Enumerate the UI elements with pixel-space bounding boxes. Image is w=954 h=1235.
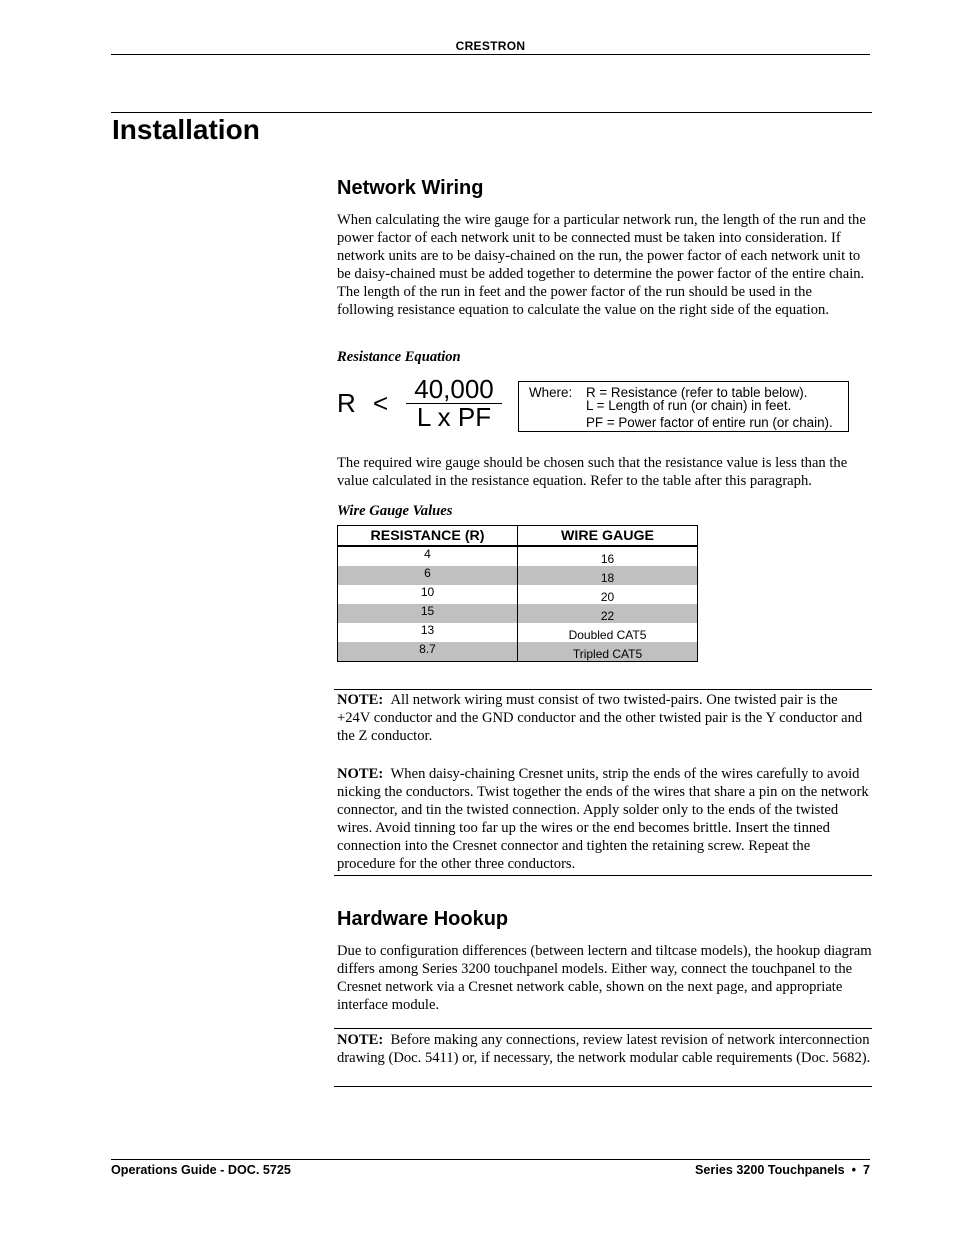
- table-cell-wire-gauge: 20: [518, 585, 698, 604]
- network-wiring-paragraph: When calculating the wire gauge for a particular network run, the length of the run and the power factor of each network unit to be connected must be taken into consideration. If network units are to be daisy-chained on the run, the power factor of each network unit to be daisy-chained must be added together to determine the power factor of the entire chain. The length of the run in feet and the power factor of the run should be used in the following resistance equation to calculate the value on the right side of the equation.: [337, 212, 866, 318]
- footer-page-label: Series 3200 Touchpanels • 7: [695, 1163, 870, 1177]
- equation-legend-where: Where:: [529, 385, 573, 400]
- header-brand: CRESTRON: [455, 39, 526, 53]
- note-label: NOTE:: [337, 766, 384, 782]
- table-row: [338, 604, 698, 623]
- note-daisy-chaining: [337, 765, 872, 873]
- table-row: [338, 585, 698, 604]
- note-rule-top: [334, 689, 872, 690]
- wire-gauge-table: [337, 525, 698, 662]
- table-cell-resistance: 10: [338, 585, 518, 604]
- table-cell-wire-gauge: Doubled CAT5: [518, 623, 698, 642]
- table-header-wire-gauge: WIRE GAUGE: [518, 526, 698, 547]
- equation-legend-line: L = Length of run (or chain) in feet.: [586, 398, 792, 413]
- table-cell-wire-gauge: Tripled CAT5: [518, 642, 698, 662]
- title-rule: [111, 112, 872, 113]
- page-title: Installation: [112, 114, 260, 145]
- note-connections: [337, 1031, 872, 1067]
- table-cell-resistance: 4: [338, 546, 518, 566]
- table-row: [338, 546, 698, 566]
- note-twisted-pairs: [337, 691, 872, 745]
- table-header-resistance: RESISTANCE (R): [338, 526, 518, 547]
- equation-legend-line: R = Resistance (refer to table below).: [586, 385, 808, 400]
- table-row: [338, 566, 698, 585]
- table-cell-wire-gauge: 16: [518, 546, 698, 566]
- hardware-hookup-paragraph: Due to configuration differences (between lectern and tiltcase models), the hookup diagram differs among Series 3200 touchpanel models. Either way, connect the touchpanel to the Cresnet network via a Cresnet network cable, shown on the next page, and appropriate interface module.: [337, 943, 872, 1013]
- table-cell-wire-gauge: 22: [518, 604, 698, 623]
- note-rule-bottom: [334, 875, 872, 876]
- table-row: [338, 642, 698, 662]
- equation-lhs: R: [337, 388, 356, 418]
- note-label: NOTE:: [337, 1032, 384, 1048]
- table-cell-resistance: 8.7: [338, 642, 518, 662]
- table-header-row: [338, 526, 698, 547]
- table-row: [338, 623, 698, 642]
- note-label: NOTE:: [337, 692, 384, 708]
- equation-legend-line: PF = Power factor of entire run (or chain).: [586, 415, 833, 430]
- table-cell-resistance: 15: [338, 604, 518, 623]
- table-cell-wire-gauge: 18: [518, 566, 698, 585]
- equation-numerator: 40,000: [414, 374, 494, 404]
- header-rule: [111, 54, 870, 55]
- section-heading-network-wiring: Network Wiring: [337, 177, 484, 199]
- equation-legend-box: [518, 381, 849, 432]
- section-heading-hardware-hookup: Hardware Hookup: [337, 908, 509, 930]
- table-caption: Wire Gauge Values: [337, 503, 453, 519]
- equation-denominator: L x PF: [416, 402, 492, 432]
- wire-gauge-paragraph: The required wire gauge should be chosen such that the resistance value is less than the value calculated in the resistance equation. Refer to the table after this paragraph.: [337, 455, 848, 489]
- note-text: When daisy-chaining Cresnet units, strip the ends of the wires carefully to avoid nicking the conductors. Twist together the ends of the wires that share a pin on the network connector, and tin the twisted connection. Apply solder only to the ends of the twisted wires. Avoid tinning too far up the wires or the end becomes brittle. Insert the tinned connection into the Cresnet connector and tighten the retaining screw. Repeat the procedure for the other three conductors.: [337, 766, 869, 872]
- note-rule-bottom: [334, 1086, 872, 1087]
- note-text: Before making any connections, review latest revision of network interconnection drawing (Doc. 5411) or, if necessary, the network modular cable requirements (Doc. 5682).: [337, 1032, 871, 1066]
- table-cell-resistance: 13: [338, 623, 518, 642]
- footer-rule: [111, 1159, 870, 1160]
- footer-doc-title: Operations Guide - DOC. 5725: [111, 1163, 291, 1177]
- note-text: All network wiring must consist of two twisted-pairs. One twisted pair is the +24V conductor and the GND conductor and the other twisted pair is the Y conductor and the Z conductor.: [337, 692, 863, 744]
- note-rule-top: [334, 1028, 872, 1029]
- table-cell-resistance: 6: [338, 566, 518, 585]
- equation-caption: Resistance Equation: [337, 349, 461, 365]
- equation-operator: <: [373, 388, 389, 418]
